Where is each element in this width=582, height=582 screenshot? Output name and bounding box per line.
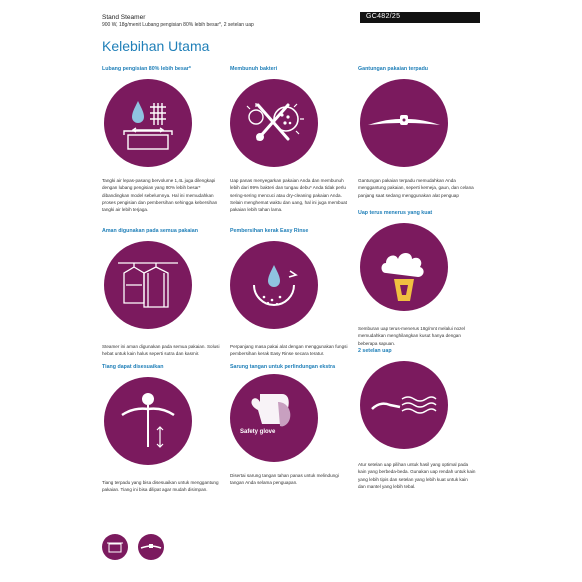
easy-rinse-icon	[230, 241, 318, 329]
feature-title: Pembersihan kerak Easy Rinse	[230, 228, 309, 234]
feature-description: Perpanjang masa pakai alat dengan menggunakan fungsi pembersihan kerak Easy Rinse secara teratur.	[230, 344, 348, 357]
feature-title: Uap terus menerus yang kuat	[358, 210, 433, 216]
page-title: Kelebihan Utama	[102, 38, 210, 54]
thumbnail-water-tank-icon	[102, 534, 128, 560]
feature-title: Lubang pengisian 80% lebih besar*	[102, 66, 191, 72]
glove-icon	[230, 374, 318, 462]
feature-description: Uap panas menyegarkan pakaian Anda dan membunuh lebih dari 99% bakteri dan tungau debu* Anda tidak perlu sering-sering mencuci atau dry-cleaning pakaian Anda. Selain menghemat waktu dan uang, hal ini juga membuat pakaian lebih tahan lama.	[230, 178, 347, 212]
feature-card	[230, 66, 348, 213]
feature-title: Membunuh bakteri	[230, 66, 278, 72]
model-number: GC482/25	[360, 12, 480, 23]
feature-title: Aman digunakan pada semua pakaian	[102, 228, 198, 234]
product-specs: 900 W, 18g/menit Lubang pengisian 80% lebih besar*, 2 setelan uap	[102, 22, 254, 28]
feature-description: Gantungan pakaian terpadu memudahkan Anda menggantung pakaian, seperti kemeja, gaun, dan celana panjang saat sedang menggunakan alat penguap	[358, 178, 474, 198]
feature-card	[358, 348, 476, 490]
feature-description: Tiang terpadu yang bisa disesuaikan untuk menggantung pakaian. Tiang ini bisa dilipat agar mudah disimpan.	[102, 480, 219, 493]
feature-title: Sarung tangan untuk perlindungan ekstra	[230, 364, 336, 370]
feature-card	[230, 228, 348, 358]
feature-description: Tangki air lepas-pasang bervolume 1,4L juga dilengkapi dengan lubang pengisian yang 80% lebih besar* dibandingkan model sebelumnya. Hal ini memudahkan proses pengisian dan pembersihan sehingga kebersihan tangki air lebih terjaga.	[102, 178, 218, 212]
steam-settings-icon	[360, 361, 448, 449]
feature-card	[358, 66, 476, 199]
feature-title: 2 setelan uap	[358, 348, 392, 354]
bacteria-icon	[230, 79, 318, 167]
feature-description: Disertai sarung tangan tahan panas untuk melindungi tangan Anda selama penguapan.	[230, 473, 339, 486]
feature-description: Steamer ini aman digunakan pada semua pakaian. Solusi hebat untuk kain halus seperti sutra dan kasmir.	[102, 344, 220, 357]
feature-description: Semburan uap terus-menerus 18g/mnt melalui nozel memudahkan menghilangkan kusut hanya dengan beberapa sapuan.	[358, 326, 465, 346]
steam-icon	[360, 223, 448, 311]
feature-card	[102, 66, 220, 213]
feature-card	[358, 210, 476, 347]
feature-card	[102, 228, 220, 358]
clothes-rack-icon	[104, 241, 192, 329]
safety-glove-label: Safety glove	[240, 429, 276, 436]
water-tank-icon	[104, 79, 192, 167]
thumbnail-hanger-icon	[138, 534, 164, 560]
feature-description: Atur setelan uap pilihan untuk hasil yang optimal pada kain yang berbeda-beda. Gunakan uap rendah untuk kain yang lebih tipis dan setelan yang lebih kuat untuk kain dan mantel yang lebih tebal.	[358, 462, 476, 489]
hanger-icon	[360, 79, 448, 167]
product-name: Stand Steamer	[102, 14, 146, 21]
feature-card	[102, 364, 220, 494]
feature-title: Gantungan pakaian terpadu	[358, 66, 429, 72]
feature-title: Tiang dapat disesuaikan	[102, 364, 164, 370]
feature-card	[230, 364, 348, 487]
header	[102, 14, 254, 28]
adjustable-pole-icon	[104, 377, 192, 465]
